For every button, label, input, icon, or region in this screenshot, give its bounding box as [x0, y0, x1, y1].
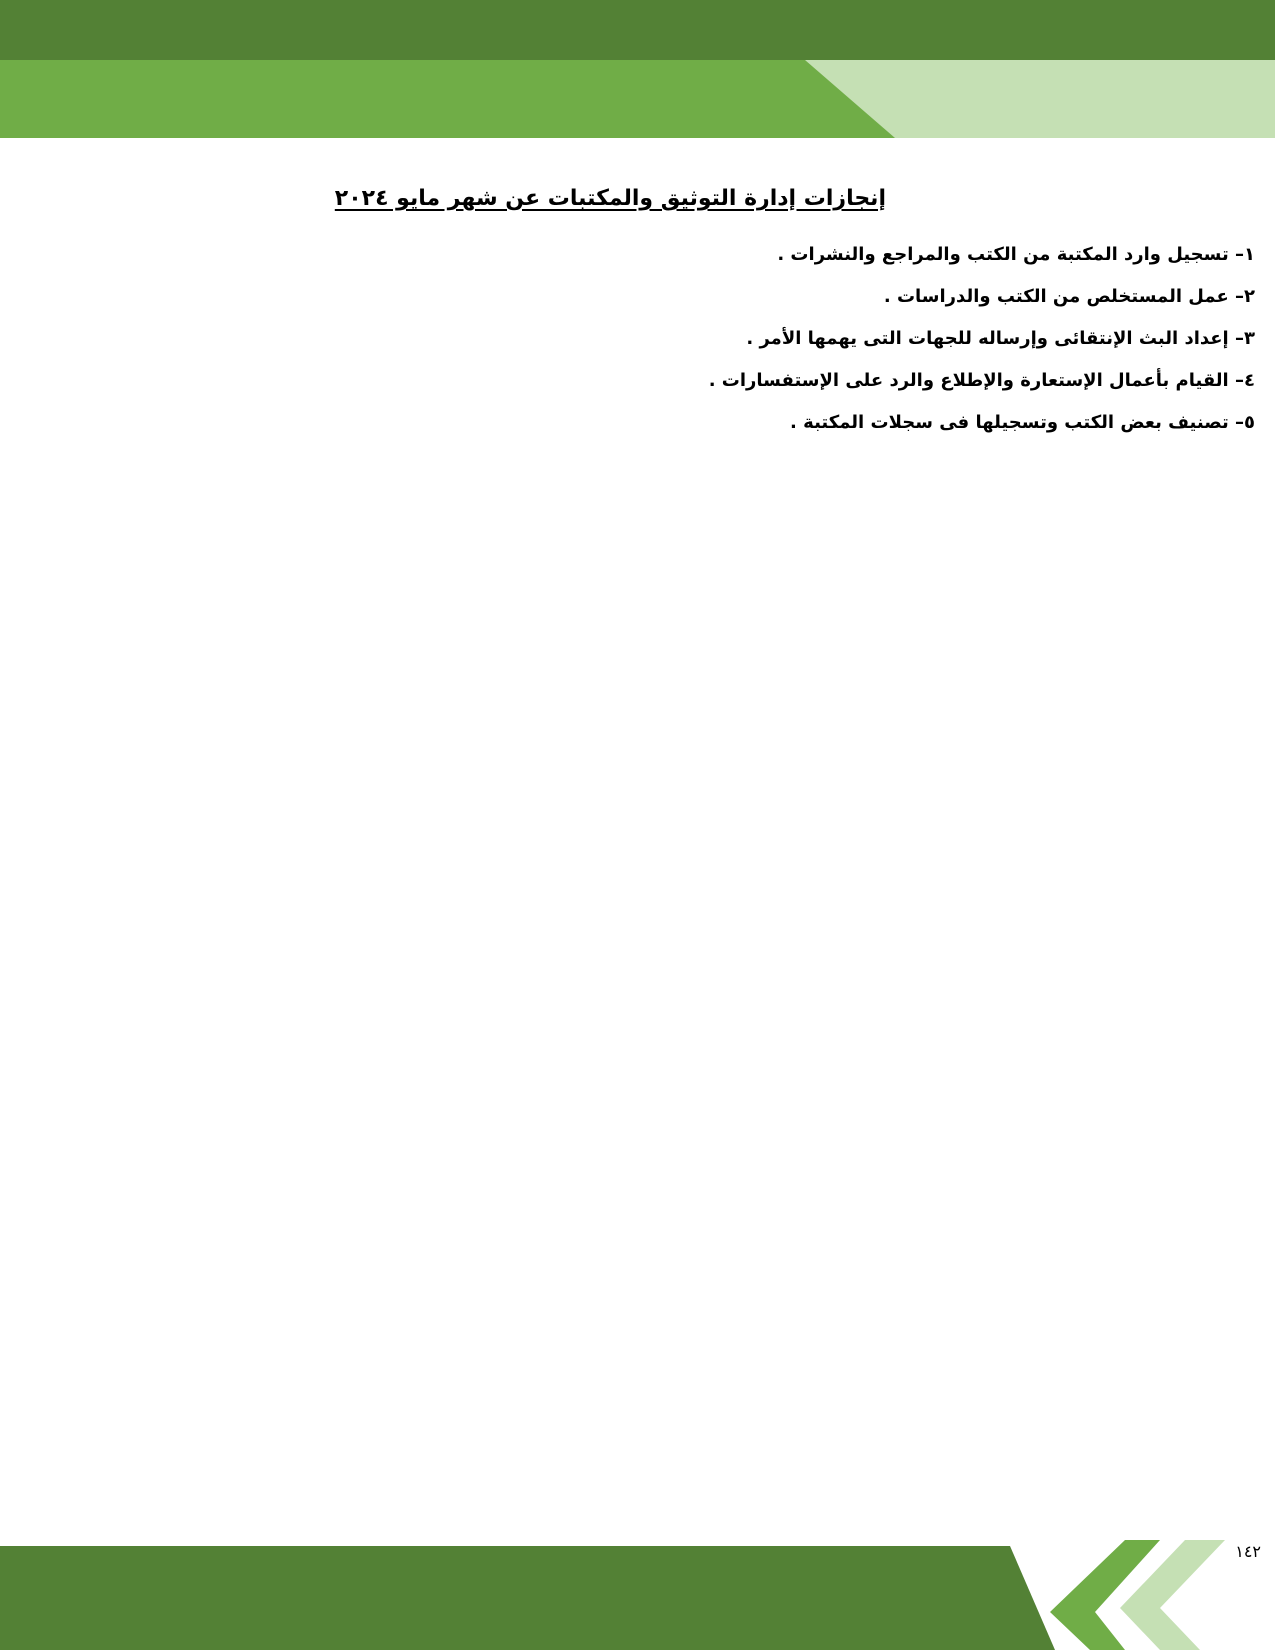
list-item: ٤– القيام بأعمال الإستعارة والإطلاع والرد على الإستفسارات .: [708, 370, 1255, 391]
list-item: ٥– تصنيف بعض الكتب وتسجيلها فى سجلات المكتبة .: [790, 412, 1255, 433]
list-item: ١– تسجيل وارد المكتبة من الكتب والمراجع والنشرات .: [777, 244, 1255, 265]
page-title: إنجازات إدارة التوثيق والمكتبات عن شهر مايو ٢٠٢٤: [334, 186, 886, 211]
header-dark-band: [0, 0, 1275, 60]
list-item: ٣– إعداد البث الإنتقائى وإرساله للجهات التى يهمها الأمر .: [746, 328, 1255, 349]
header-mid-band: [0, 60, 895, 138]
footer-decoration: [0, 1540, 1275, 1650]
header-decoration: [0, 0, 1275, 140]
achievements-list: [709, 234, 1255, 444]
list-item: ٢– عمل المستخلص من الكتب والدراسات .: [883, 286, 1255, 307]
page-number: ١٤٢: [1235, 1542, 1261, 1561]
footer-dark-band: [0, 1546, 1055, 1650]
